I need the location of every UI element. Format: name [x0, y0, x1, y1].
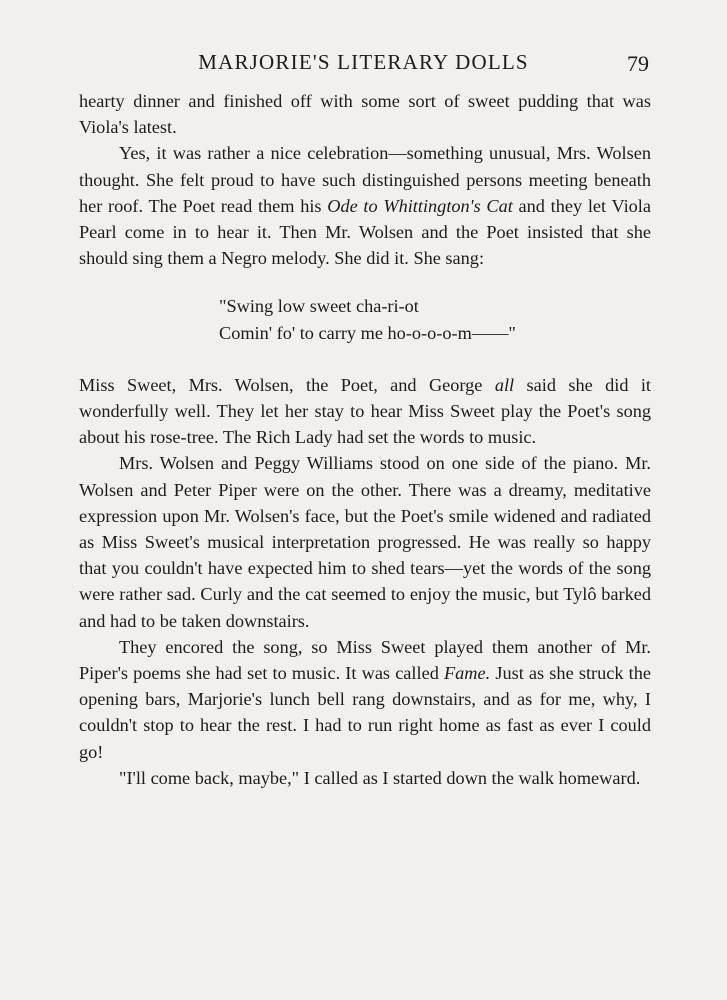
song-verse	[219, 293, 651, 345]
paragraph-2	[79, 140, 651, 271]
paragraph-5	[79, 634, 651, 765]
verse-line-2: Comin' fo' to carry me ho-o-o-o-m——"	[219, 322, 516, 343]
page-number: 79	[627, 51, 649, 76]
running-head	[0, 50, 727, 78]
body-text	[79, 88, 651, 791]
paragraph-5-text-a: They encored the song, so Miss Sweet played them another of Mr. Piper's poems she had set to music. It was called	[79, 636, 651, 684]
paragraph-3-text-a: Miss Sweet, Mrs. Wolsen, the Poet, and George	[79, 374, 495, 395]
poem-title-ode: Ode to Whittington's Cat	[327, 195, 513, 216]
paragraph-3	[79, 372, 651, 451]
paragraph-1: hearty dinner and finished off with some sort of sweet pudding that was Viola's latest.	[79, 91, 651, 138]
paragraph-5-text-b: Just as she struck the opening bars, Marjorie's lunch bell rang downstairs, and as for me, why, I couldn't stop to hear the rest. I had to run right home as fast as ever I could go!	[79, 663, 651, 762]
paragraph-4: Mrs. Wolsen and Peggy Williams stood on one side of the piano. Mr. Wolsen and Peter Piper were on the other. There was a dreamy, meditative expression upon Mr. Wolsen's face, but the Poet's smile widened and radiated as Miss Sweet's musical interpretation progressed. He was really so happy that you couldn't have expected him to shed tears—yet the words of the song were rather sad. Curly and the cat seemed to enjoy the music, but Tylô barked and had to be taken downstairs.	[79, 453, 651, 631]
paragraph-6: "I'll come back, maybe," I called as I started down the walk homeward.	[119, 767, 641, 788]
running-title: MARJORIE'S LITERARY DOLLS	[198, 50, 529, 74]
poem-title-fame: Fame.	[443, 663, 491, 684]
paragraph-2-text-b: and they let Viola Pearl come in to hear it. Then Mr. Wolsen and the Poet insisted that she should sing them a Negro melody. She did it. She sang:	[79, 195, 651, 269]
paragraph-3-text-b: said she did it wonderfully well. They let her stay to hear Miss Sweet play the Poet's song about his rose-tree. The Rich Lady had set the words to music.	[79, 374, 651, 448]
emphasis-all: all	[494, 374, 515, 395]
paragraph-2-text-a: Yes, it was rather a nice celebration—something unusual, Mrs. Wolsen thought. She felt proud to have such distinguished persons meeting beneath her roof. The Poet read them his	[79, 143, 651, 216]
verse-line-1: "Swing low sweet cha-ri-ot	[219, 296, 419, 317]
